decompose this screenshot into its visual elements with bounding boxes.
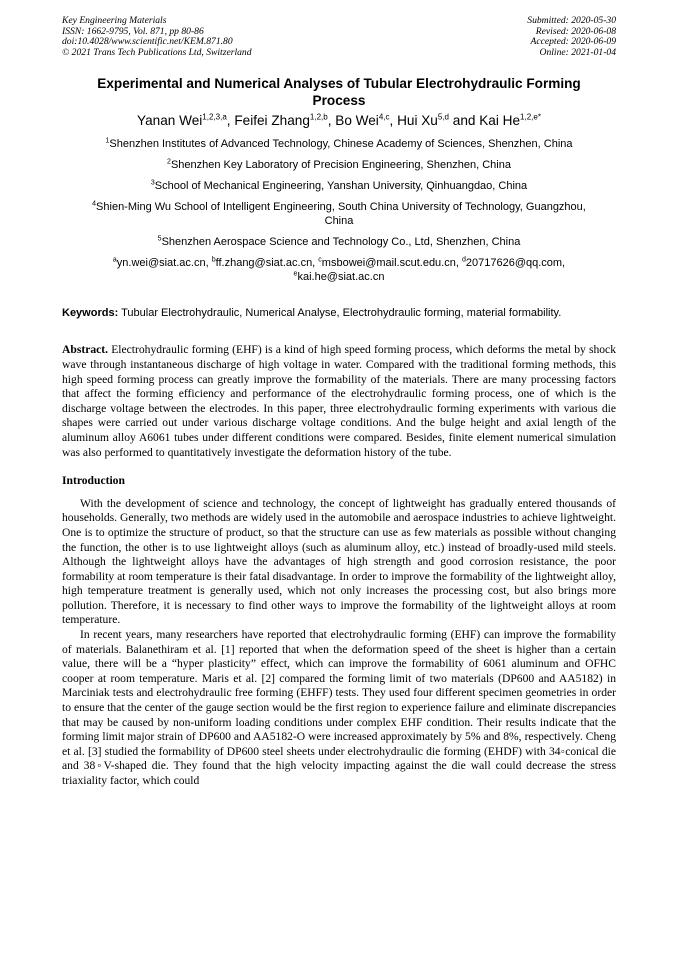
keywords xyxy=(62,306,616,320)
email-link[interactable]: 20717626@qq.com, xyxy=(465,257,566,270)
journal-name: Key Engineering Materials xyxy=(62,15,167,26)
paper-title: Experimental and Numerical Analyses of Tubular Electrohydraulic Forming Process xyxy=(97,76,581,108)
email-link[interactable]: ff.zhang@siat.ac.cn, xyxy=(215,257,319,270)
date-online: Online: 2021-01-04 xyxy=(539,46,616,58)
affiliation: $^4$Shien-Ming Wu School of Intelligent Engineering, South China University of Technology, Guangzhou, China xyxy=(92,200,586,228)
publication-dates xyxy=(527,16,616,58)
author: Bo Wei$^{4,c}$ xyxy=(335,112,390,129)
author: Hui Xu$^{5,d}$ xyxy=(397,112,449,129)
abstract-label: Abstract. xyxy=(62,343,109,357)
email-link[interactable]: msbowei@mail.scut.edu.cn, xyxy=(321,257,462,270)
intro-paragraph: With the development of science and technology, the concept of lightweight has gradually entered thousands of households. Generally, two methods are widely used in the automobile and aerospace industries to achieve lightweight. One is to optimize the structure of product, so that the structure can use as few materials as possible without changing the function, the other is to use lightweight alloys (such as aluminum alloy, etc.) instead of broadly-used mild steels. Although the lightweight alloys have the advantages of high strength and good corrosion resistance, the poor formability at room temperature is their fatal disadvantage. In order to improve the formability of the lightweight alloy, high temperature treatment is generally used, which not only increases the processing cost, but also brings more pollution. Therefore, it is necessary to find other ways to improve the formability of the lightweight alloys at room temperature. xyxy=(62,496,616,627)
author: Kai $He^{1,2,e*}$ xyxy=(479,112,541,129)
affiliation: $^3$School of Mechanical Engineering, Yanshan University, Qinhuangdao, China xyxy=(150,179,528,193)
affiliation: $^5$Shenzhen Aerospace Science and Technology Co., Ltd, Shenzhen, China xyxy=(157,235,521,249)
date-accepted: Accepted: 2020-06-09 xyxy=(530,36,616,48)
keywords-text: Tubular Electrohydraulic, Numerical Analyse, Electrohydraulic forming, material formability. xyxy=(121,307,562,320)
author: Yanan Wei$^{1,2,3,a}$ xyxy=(137,112,227,129)
section-heading-introduction: Introduction xyxy=(62,474,125,488)
email-link[interactable]: kai.he@siat.ac.cn xyxy=(297,271,385,284)
affiliation: $^2$Shenzhen Key Laboratory of Precision Engineering, Shenzhen, China xyxy=(167,158,511,172)
journal-issn: ISSN: 1662-9795, Vol. 871, pp 80-86 xyxy=(62,25,204,37)
journal-doi: doi:10.4028/www.scientific.net/KEM.871.80 xyxy=(62,36,233,48)
author-emails: $^a$yn.wei@siat.ac.cn, $^b$ff.zhang@siat.ac.cn, $^c$msbowei@mail.scut.edu.cn, $^d$20717626@qq.com, $^e$kai.he@siat.ac.cn xyxy=(112,256,566,284)
keywords-label: Keywords: xyxy=(62,307,119,320)
journal-copyright: © 2021 Trans Tech Publications Ltd, Switzerland xyxy=(62,46,252,58)
journal-header xyxy=(62,16,616,58)
affiliation: $^1$Shenzhen Institutes of Advanced Technology, Chinese Academy of Sciences, Shenzhen, China xyxy=(105,137,573,151)
email-link[interactable]: yn.wei@siat.ac.cn, xyxy=(116,257,212,270)
date-submitted: Submitted: 2020-05-30 xyxy=(527,15,616,26)
author: Feifei Zhang$^{1,2,b}$ xyxy=(234,112,328,129)
intro-paragraph: In recent years, many researchers have reported that electrohydraulic forming (EHF) can improve the formability of materials. Balanethiram et al. [1] reported that when the deformation speed of the sheet is higher than a certain value, there will be a “hyper plasticity” effect, which can improve the formability of 6061 aluminum and OFHC cooper at room temperature. Maris et al. [2] compared the forming limit of two materials (DP600 and AA5182) in Marciniak tests and electrohydraulic free forming (EHFF) tests. They used four different specimen geometries in order to ensure that the center of the gauge section would be the first region to experience failure and eliminate discrepancies that may be caused by non-uniform loading conditions under complex EHF condition. Their results indicate that the forming limit major strain of DP600 and AA5182-O were increased approximately by 5% and 8%, respectively. Cheng et al. [3] studied the formability of DP600 steel sheets under electrohydraulic die forming (EHDF) with 34◦conical die and 38◦V-shaped die. They found that the high velocity impacting against the die wall could decrease the stress triaxiality factor, which could xyxy=(62,628,616,787)
journal-info xyxy=(62,16,252,58)
abstract xyxy=(62,343,616,460)
date-revised: Revised: 2020-06-08 xyxy=(535,25,616,37)
abstract-text: Electrohydraulic forming (EHF) is a kind of high speed forming process, which deforms the metal by shock wave through instantaneous discharge of high voltage in water. Compared with the traditional forming methods, this high speed forming process can greatly improve the formability of the materials. There are many processing factors that affect the forming efficiency and performance of the electrohydraulic forming process, one of which is the discharge voltage between the electrodes. In this paper, three electrohydraulic forming experiments with various die shapes were carried out under various discharge voltage conditions. And the bulge height and axial length of the aluminum alloy A6061 tubes under different conditions were compared. Besides, finite element numerical simulation was also performed to quantitatively investigate the deformation history of the tube. xyxy=(62,343,616,459)
author-list: Yanan Wei$^{1,2,3,a}$, Feifei Zhang$^{1,2,b}$, Bo Wei$^{4,c}$, Hui Xu$^{5,d}$ and Kai $He^{1,2,e*}$ xyxy=(137,112,541,129)
